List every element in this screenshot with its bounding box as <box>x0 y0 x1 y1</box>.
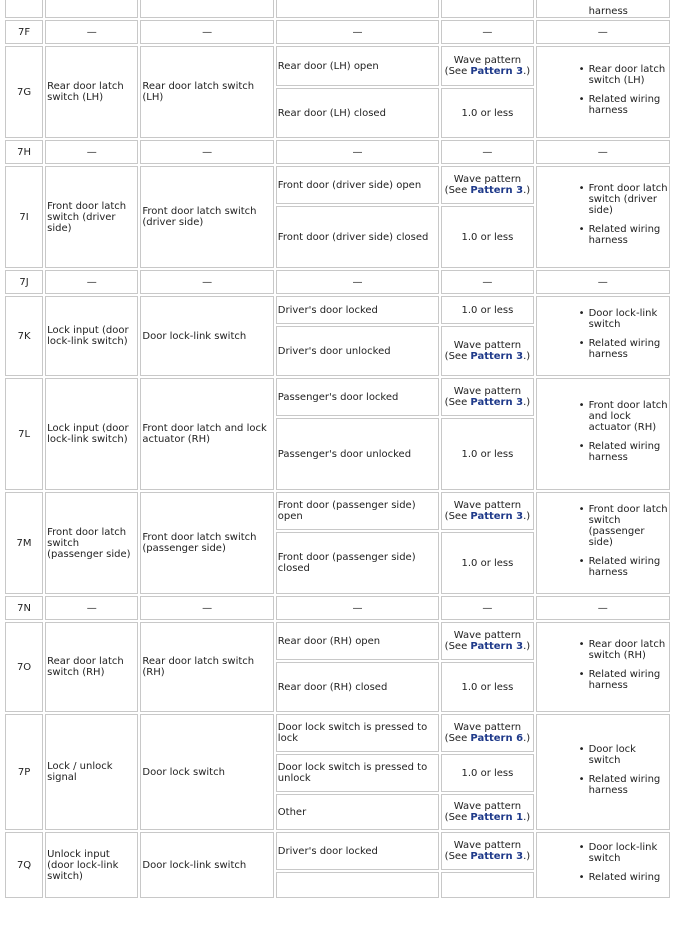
table-row <box>5 622 670 660</box>
value-suffix: .) <box>523 66 531 77</box>
possible-cause-cell <box>536 296 670 376</box>
condition: Front door (passenger side) closed <box>276 532 439 594</box>
inspection-item: Front door latch switch (driver side) <box>140 166 273 268</box>
value-text: 1.0 or less <box>461 681 514 693</box>
value-prefix: Wave pattern (See <box>444 55 522 77</box>
possible-cause-item: • Related wiring harness <box>589 224 668 246</box>
inspection-item: Front door latch switch (passenger side) <box>140 492 273 594</box>
pattern-link[interactable]: Pattern 1 <box>470 812 524 823</box>
note-text: harness <box>588 6 628 17</box>
condition: Rear door (LH) open <box>276 46 439 86</box>
cell-dash: — <box>536 20 670 44</box>
signal-name: Lock input (door lock-link switch) <box>45 296 138 376</box>
terminal-id: 7J <box>5 270 43 294</box>
cell-dash: — <box>536 140 670 164</box>
condition: Driver's door locked <box>276 296 439 324</box>
possible-cause-list <box>537 504 668 578</box>
value-cell <box>441 872 533 898</box>
value-text: 1.0 or less <box>461 557 514 569</box>
value-prefix: Wave pattern (See <box>444 801 522 823</box>
signal-name: Front door latch switch (passenger side) <box>45 492 138 594</box>
cell-dash: — <box>441 140 533 164</box>
value-cell <box>441 714 533 752</box>
possible-cause-cell <box>536 714 670 830</box>
cell-dash: — <box>140 270 273 294</box>
value-cell <box>441 794 533 830</box>
table-row <box>5 270 670 294</box>
cell-empty <box>441 0 533 18</box>
condition <box>276 872 439 898</box>
cell-dash: — <box>441 596 533 620</box>
value-cell <box>441 492 533 530</box>
pattern-link[interactable]: Pattern 3 <box>470 511 524 522</box>
terminal-id: 7P <box>5 714 43 830</box>
table-row <box>5 714 670 752</box>
signal-name: Front door latch switch (driver side) <box>45 166 138 268</box>
value-suffix: .) <box>523 397 531 408</box>
inspection-item: Door lock-link switch <box>140 832 273 898</box>
cell-dash: — <box>45 20 138 44</box>
pattern-link[interactable]: Pattern 3 <box>470 351 524 362</box>
signal-name: Rear door latch switch (RH) <box>45 622 138 712</box>
value-suffix: .) <box>523 733 531 744</box>
value-cell <box>441 88 533 138</box>
possible-cause-item: • Related wiring harness <box>589 669 668 691</box>
possible-cause-list <box>537 639 668 691</box>
value-suffix: .) <box>523 511 531 522</box>
possible-cause-item: • Related wiring harness <box>589 441 668 463</box>
cell-dash: — <box>45 140 138 164</box>
condition: Rear door (RH) closed <box>276 662 439 712</box>
cell-dash: — <box>276 20 439 44</box>
value-suffix: .) <box>523 812 531 823</box>
cell-dash: — <box>276 270 439 294</box>
table-row <box>5 492 670 530</box>
possible-cause-cell <box>536 46 670 138</box>
possible-cause-item: • Related wiring <box>589 872 668 883</box>
terminal-id: 7N <box>5 596 43 620</box>
cell-dash: — <box>536 596 670 620</box>
wave-pattern-reference <box>443 174 531 196</box>
possible-cause-item: • Door lock-link switch <box>589 308 668 330</box>
value-text: 1.0 or less <box>461 767 514 779</box>
condition: Front door (driver side) closed <box>276 206 439 268</box>
pattern-link[interactable]: Pattern 6 <box>470 733 524 744</box>
cell-empty <box>45 0 138 18</box>
value-text: 1.0 or less <box>461 231 514 243</box>
possible-cause-item: • Door lock switch <box>589 744 668 766</box>
value-text: 1.0 or less <box>461 448 514 460</box>
terminal-table-container <box>3 0 672 900</box>
terminal-id: 7Q <box>5 832 43 898</box>
cell-empty <box>5 0 43 18</box>
wave-pattern-reference <box>443 722 531 744</box>
pattern-link[interactable]: Pattern 3 <box>470 397 524 408</box>
value-cell <box>441 622 533 660</box>
condition: Door lock switch is pressed to lock <box>276 714 439 752</box>
terminal-id: 7I <box>5 166 43 268</box>
table-row <box>5 20 670 44</box>
wave-pattern-reference <box>443 55 531 77</box>
value-prefix: Wave pattern (See <box>444 386 522 408</box>
possible-cause-cell <box>536 622 670 712</box>
table-row <box>5 832 670 870</box>
value-prefix: Wave pattern (See <box>444 340 522 362</box>
value-cell <box>441 832 533 870</box>
possible-cause-item: • Front door latch and lock actuator (RH) <box>589 400 668 433</box>
possible-cause-item: • Rear door latch switch (LH) <box>589 64 668 86</box>
value-cell <box>441 206 533 268</box>
signal-name: Lock / unlock signal <box>45 714 138 830</box>
condition: Passenger's door unlocked <box>276 418 439 490</box>
cell-empty <box>276 0 439 18</box>
value-cell <box>441 166 533 204</box>
wave-pattern-reference <box>443 386 531 408</box>
possible-cause-list <box>537 842 668 883</box>
value-suffix: .) <box>523 851 531 862</box>
cell-dash: — <box>45 596 138 620</box>
terminal-id: 7K <box>5 296 43 376</box>
cell-notes-continuation <box>536 0 670 18</box>
value-suffix: .) <box>523 641 531 652</box>
possible-cause-item: • Related wiring harness <box>589 556 668 578</box>
inspection-item: Rear door latch switch (RH) <box>140 622 273 712</box>
condition: Driver's door unlocked <box>276 326 439 376</box>
wave-pattern-reference <box>443 340 531 362</box>
signal-name: Lock input (door lock-link switch) <box>45 378 138 490</box>
value-cell <box>441 532 533 594</box>
pattern-link[interactable]: Pattern 3 <box>470 851 524 862</box>
cell-empty <box>140 0 273 18</box>
pattern-link[interactable]: Pattern 3 <box>470 185 524 196</box>
table-row <box>5 378 670 416</box>
value-cell <box>441 46 533 86</box>
wave-pattern-reference <box>443 500 531 522</box>
pattern-link[interactable]: Pattern 3 <box>470 66 524 77</box>
table-row <box>5 596 670 620</box>
possible-cause-item: • Related wiring harness <box>589 338 668 360</box>
value-cell <box>441 296 533 324</box>
signal-name: Rear door latch switch (LH) <box>45 46 138 138</box>
possible-cause-list <box>537 64 668 116</box>
wave-pattern-reference <box>443 801 531 823</box>
terminal-id: 7H <box>5 140 43 164</box>
condition: Passenger's door locked <box>276 378 439 416</box>
possible-cause-item: • Rear door latch switch (RH) <box>589 639 668 661</box>
possible-cause-cell <box>536 492 670 594</box>
possible-cause-list <box>537 183 668 246</box>
value-cell <box>441 378 533 416</box>
cell-dash: — <box>441 270 533 294</box>
possible-cause-item: • Related wiring harness <box>589 774 668 796</box>
value-prefix: Wave pattern (See <box>444 174 522 196</box>
value-prefix: Wave pattern (See <box>444 722 522 744</box>
possible-cause-cell <box>536 166 670 268</box>
cell-dash: — <box>140 20 273 44</box>
possible-cause-item: • Front door latch switch (driver side) <box>589 183 668 216</box>
terminal-id: 7O <box>5 622 43 712</box>
possible-cause-list <box>537 744 668 796</box>
terminal-id: 7F <box>5 20 43 44</box>
inspection-item: Rear door latch switch (LH) <box>140 46 273 138</box>
possible-cause-item: • Front door latch switch (passenger side) <box>589 504 668 548</box>
cell-dash: — <box>45 270 138 294</box>
wave-pattern-reference <box>443 630 531 652</box>
table-body <box>5 0 670 898</box>
cell-dash: — <box>140 140 273 164</box>
terminal-id: 7M <box>5 492 43 594</box>
pattern-link[interactable]: Pattern 3 <box>470 641 524 652</box>
terminal-id: 7L <box>5 378 43 490</box>
possible-cause-cell <box>536 378 670 490</box>
value-cell <box>441 662 533 712</box>
signal-name: Unlock input (door lock-link switch) <box>45 832 138 898</box>
cell-dash: — <box>536 270 670 294</box>
cell-dash: — <box>276 596 439 620</box>
value-prefix: Wave pattern (See <box>444 840 522 862</box>
table-row <box>5 140 670 164</box>
value-prefix: Wave pattern (See <box>444 630 522 652</box>
condition: Driver's door locked <box>276 832 439 870</box>
table-row <box>5 46 670 86</box>
possible-cause-list <box>537 400 668 463</box>
table-row-top-continuation <box>5 0 670 18</box>
terminal-id: 7G <box>5 46 43 138</box>
condition: Rear door (RH) open <box>276 622 439 660</box>
table-row <box>5 296 670 324</box>
value-cell <box>441 754 533 792</box>
cell-dash: — <box>276 140 439 164</box>
condition: Other <box>276 794 439 830</box>
value-cell <box>441 326 533 376</box>
value-text: 1.0 or less <box>461 304 514 316</box>
inspection-item: Door lock switch <box>140 714 273 830</box>
inspection-item: Door lock-link switch <box>140 296 273 376</box>
condition: Front door (driver side) open <box>276 166 439 204</box>
inspection-item: Front door latch and lock actuator (RH) <box>140 378 273 490</box>
possible-cause-cell <box>536 832 670 898</box>
wave-pattern-reference <box>443 840 531 862</box>
cell-dash: — <box>140 596 273 620</box>
terminal-inspection-table <box>3 0 672 900</box>
value-prefix: Wave pattern (See <box>444 500 522 522</box>
possible-cause-list <box>537 308 668 360</box>
possible-cause-item: • Related wiring harness <box>589 94 668 116</box>
possible-cause-item: • Door lock-link switch <box>589 842 668 864</box>
condition: Front door (passenger side) open <box>276 492 439 530</box>
value-text: 1.0 or less <box>461 107 514 119</box>
value-cell <box>441 418 533 490</box>
value-suffix: .) <box>523 351 531 362</box>
condition: Rear door (LH) closed <box>276 88 439 138</box>
table-row <box>5 166 670 204</box>
value-suffix: .) <box>523 185 531 196</box>
cell-dash: — <box>441 20 533 44</box>
condition: Door lock switch is pressed to unlock <box>276 754 439 792</box>
